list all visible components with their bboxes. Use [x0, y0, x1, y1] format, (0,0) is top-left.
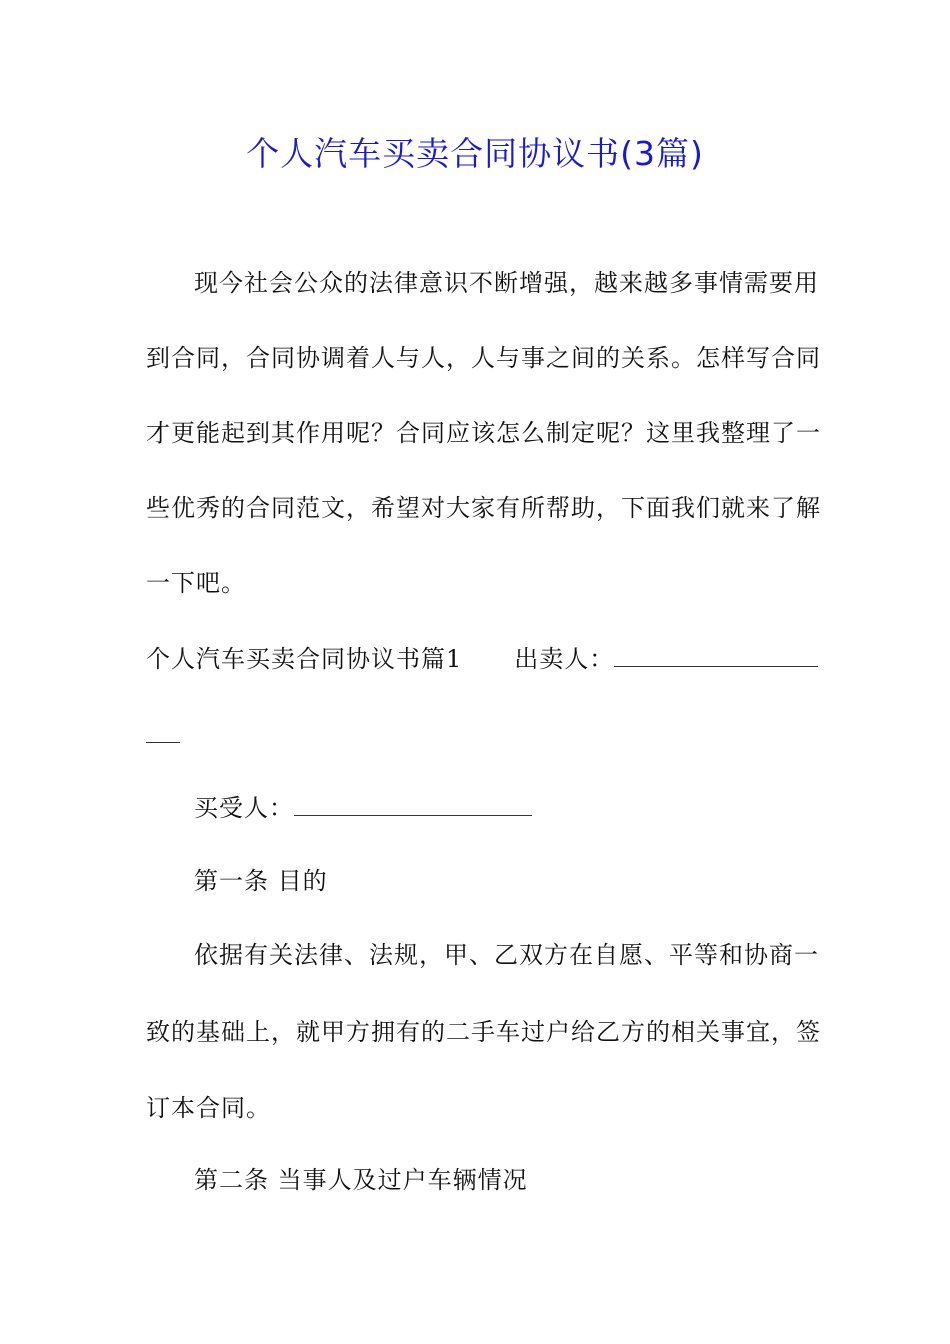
document-title: 个人汽车买卖合同协议书(3篇): [246, 134, 704, 173]
seller-blank-continuation: [146, 720, 806, 750]
section-heading-row: [146, 644, 806, 674]
article-1-line-2: 致的基础上，就甲方拥有的二手车过户给乙方的相关事宜，签: [146, 1018, 821, 1046]
article-1-line-1: 依据有关法律、法规，甲、乙双方在自愿、平等和协商一: [194, 941, 819, 969]
buyer-blank-line: [294, 793, 532, 816]
buyer-label: 买受人：: [194, 794, 294, 822]
intro-line-5: 一下吧。: [146, 569, 246, 597]
buyer-row: [194, 793, 806, 823]
article-1-line-3: 订本合同。: [146, 1094, 271, 1122]
article-2-title: 第二条 当事人及过户车辆情况: [194, 1166, 528, 1194]
seller-label: 出卖人：: [514, 645, 615, 673]
section-heading: 个人汽车买卖合同协议书篇1: [146, 645, 463, 673]
article-1-title: 第一条 目的: [194, 867, 328, 895]
intro-line-3: 才更能起到其作用呢？合同应该怎么制定呢？这里我整理了一: [146, 419, 821, 447]
seller-blank-line: [614, 644, 818, 667]
seller-blank-line-continued: [146, 720, 180, 743]
intro-line-1: 现今社会公众的法律意识不断增强，越来越多事情需要用: [194, 269, 819, 297]
intro-line-4: 些优秀的合同范文，希望对大家有所帮助，下面我们就来了解: [146, 494, 821, 522]
intro-line-2: 到合同，合同协调着人与人，人与事之间的关系。怎样写合同: [146, 344, 821, 372]
